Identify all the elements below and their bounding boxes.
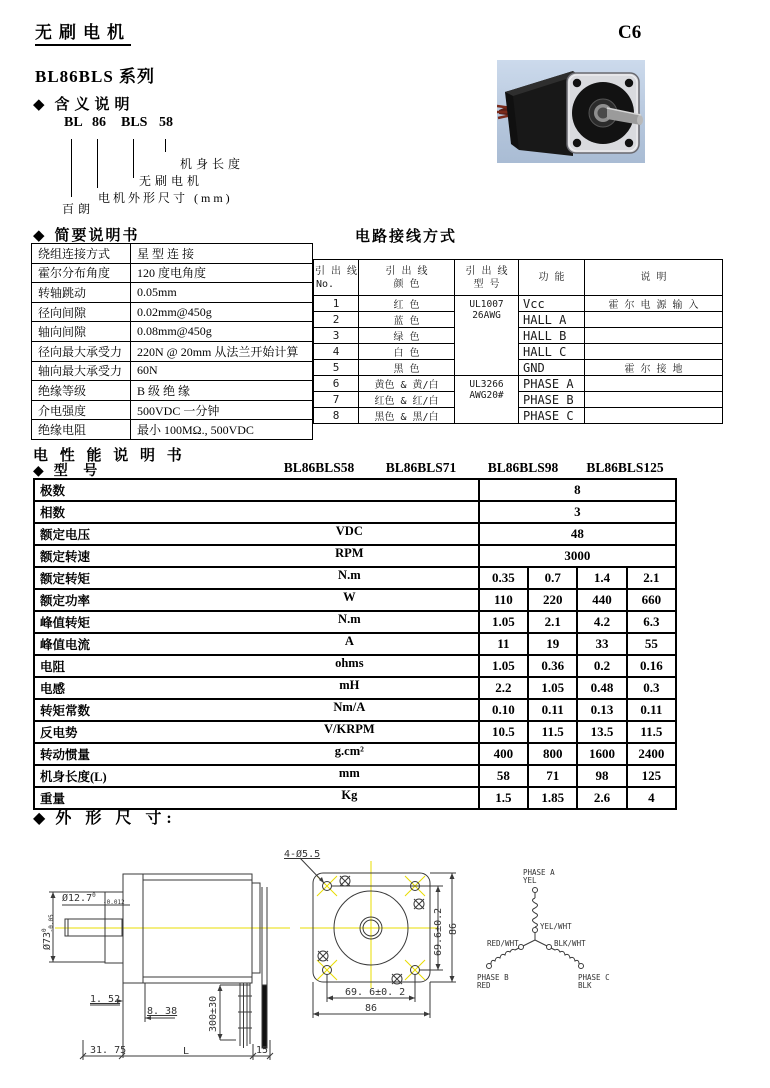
table-row: 相数 3 bbox=[34, 501, 676, 523]
dimensions-heading: ◆ 外 形 尺 寸: bbox=[33, 810, 177, 827]
dim-3175: 31. 75 bbox=[90, 1045, 127, 1056]
label-brand: 百朗 bbox=[62, 202, 95, 216]
code-part-bls: BLS bbox=[121, 115, 148, 130]
wiring-heading: 电路接线方式 bbox=[355, 229, 458, 245]
wiring-table bbox=[313, 259, 723, 424]
outline-drawing bbox=[0, 835, 770, 1088]
table-row: 7 红色 & 红/白 PHASE B bbox=[314, 392, 723, 408]
performance-table bbox=[33, 478, 677, 810]
dim-frame-v: 86 bbox=[448, 922, 459, 935]
table-row: 电阻 ohms 1.05 0.36 0.2 0.16 bbox=[34, 655, 676, 677]
model-header-row bbox=[33, 460, 677, 477]
phase-b-color: RED bbox=[477, 981, 491, 990]
label-body-length: 机身长度 bbox=[180, 157, 245, 171]
label-frame-size: 电机外形尺寸 (mm) bbox=[98, 191, 233, 205]
code-part-58: 58 bbox=[159, 115, 173, 130]
table-row: 额定功率 W 110 220 440 660 bbox=[34, 589, 676, 611]
table-row: 峰值电流 A 11 19 33 55 bbox=[34, 633, 676, 655]
code-part-86: 86 bbox=[92, 115, 106, 130]
table-row: 电感 mH 2.2 1.05 0.48 0.3 bbox=[34, 677, 676, 699]
code-part-bl: BL bbox=[64, 115, 83, 130]
motor-photo bbox=[497, 60, 645, 163]
dim-bolt-pitch-h: 69. 6±0. 2 bbox=[345, 987, 406, 998]
table-row: 介电强度 500VDC 一分钟 bbox=[32, 400, 313, 420]
model-name: BL86BLS58 bbox=[283, 460, 355, 475]
table-row: 3 绿 色 HALL B bbox=[314, 328, 723, 344]
svg-text:Ø12.70-0.012: Ø12.7$^0$-0.012 bbox=[62, 892, 125, 906]
motor-photo-art bbox=[497, 60, 645, 163]
table-row: 额定转速 RPM 3000 bbox=[34, 545, 676, 567]
table-row: 重量 Kg 1.5 1.85 2.6 4 bbox=[34, 787, 676, 809]
model-name: BL86BLS98 bbox=[487, 460, 559, 475]
dim-frame-h: 86 bbox=[365, 1003, 378, 1014]
phase-c-label: PHASE C bbox=[578, 973, 610, 982]
table-row: 额定转矩 N.m 0.35 0.7 1.4 2.1 bbox=[34, 567, 676, 589]
table-row: 机身长度(L) mm 58 71 98 125 bbox=[34, 765, 676, 787]
series-title: BL86BLS 系列 bbox=[35, 67, 156, 86]
table-row: 绝缘等级 B 级 绝 缘 bbox=[32, 381, 313, 401]
leader-line bbox=[165, 139, 166, 152]
spec-table bbox=[31, 243, 313, 440]
dim-body-length: L bbox=[183, 1046, 190, 1057]
table-row: 转动惯量 g.cm² 400 800 1600 2400 bbox=[34, 743, 676, 765]
table-row: 绝缘电阻 最小 100MΩ., 500VDC bbox=[32, 420, 313, 440]
spec-heading: ◆ 简要说明书 bbox=[33, 228, 140, 244]
dim-cable-length: 300±30 bbox=[208, 995, 219, 1032]
tap-c-label: BLK/WHT bbox=[554, 939, 586, 948]
dim-838: 8. 38 bbox=[147, 1006, 178, 1017]
table-row: 6 黄色 & 黄/白 UL3266 AWG20# PHASE A bbox=[314, 376, 723, 392]
page-title: 无刷电机 bbox=[35, 18, 131, 46]
dim-15: 15 bbox=[256, 1045, 269, 1056]
model-name: BL86BLS125 bbox=[586, 460, 664, 475]
table-row: 径向最大承受力 220N @ 20mm 从法兰开始计算 bbox=[32, 341, 313, 361]
dim-bolt-pitch-v: 69.6±0.2 bbox=[433, 907, 444, 956]
table-row: 径向间隙 0.02mm@450g bbox=[32, 302, 313, 322]
table-row: 8 黑色 & 黑/白 PHASE C bbox=[314, 408, 723, 424]
table-row: 额定电压 VDC 48 bbox=[34, 523, 676, 545]
model-name: BL86BLS71 bbox=[385, 460, 457, 475]
performance-heading: 电 性 能 说 明 书 bbox=[33, 448, 186, 464]
meaning-heading: ◆ 含义说明 bbox=[33, 97, 135, 113]
phase-a-color: YEL bbox=[523, 876, 537, 885]
table-header-row: 引 出 线 No. 引 出 线 颜 色 引 出 线 型 号 功 能 说 明 bbox=[314, 260, 723, 296]
dim-holes: 4-Ø5.5 bbox=[284, 849, 321, 860]
wye-labels bbox=[477, 868, 610, 990]
diamond-icon: ◆ bbox=[33, 97, 45, 113]
tap-b-label: RED/WHT bbox=[487, 939, 519, 948]
table-row: 轴向间隙 0.08mm@450g bbox=[32, 322, 313, 342]
table-row: 1 红 色 UL1007 26AWG Vcc 霍 尔 电 源 输 入 bbox=[314, 296, 723, 312]
table-row: 转轴跳动 0.05mm bbox=[32, 283, 313, 303]
table-row: 4 白 色 HALL C bbox=[314, 344, 723, 360]
leader-line bbox=[71, 139, 72, 197]
model-label: ◆ 型 号 bbox=[33, 464, 104, 479]
table-row: 反电势 V/KRPM 10.5 11.5 13.5 11.5 bbox=[34, 721, 676, 743]
tap-a-label: YEL/WHT bbox=[540, 922, 572, 931]
phase-c-color: BLK bbox=[578, 981, 592, 990]
table-row: 5 黑 色 GND 霍 尔 接 地 bbox=[314, 360, 723, 376]
svg-text:Ø730-0.05: $Ø73^0-0.05$ bbox=[41, 914, 55, 950]
leader-line bbox=[97, 139, 98, 188]
phase-b-label: PHASE B bbox=[477, 973, 509, 982]
table-row: 峰值转矩 N.m 1.05 2.1 4.2 6.3 bbox=[34, 611, 676, 633]
table-row: 转矩常数 Nm/A 0.10 0.11 0.13 0.11 bbox=[34, 699, 676, 721]
table-row: 极数 8 bbox=[34, 479, 676, 501]
phase-a-label: PHASE A bbox=[523, 868, 555, 877]
dim-152: 1. 52 bbox=[90, 994, 121, 1005]
diamond-icon: ◆ bbox=[33, 810, 46, 827]
table-row: 轴向最大承受力 60N bbox=[32, 361, 313, 381]
page-code: C6 bbox=[618, 22, 642, 43]
label-brushless: 无刷电机 bbox=[139, 174, 204, 188]
table-row: 霍尔分布角度 120 度电角度 bbox=[32, 263, 313, 283]
diamond-icon: ◆ bbox=[33, 464, 44, 479]
leader-line bbox=[133, 139, 134, 178]
table-row: 2 蓝 色 HALL A bbox=[314, 312, 723, 328]
diamond-icon: ◆ bbox=[33, 228, 45, 244]
table-row: 绕组连接方式 星 型 连 接 bbox=[32, 244, 313, 264]
